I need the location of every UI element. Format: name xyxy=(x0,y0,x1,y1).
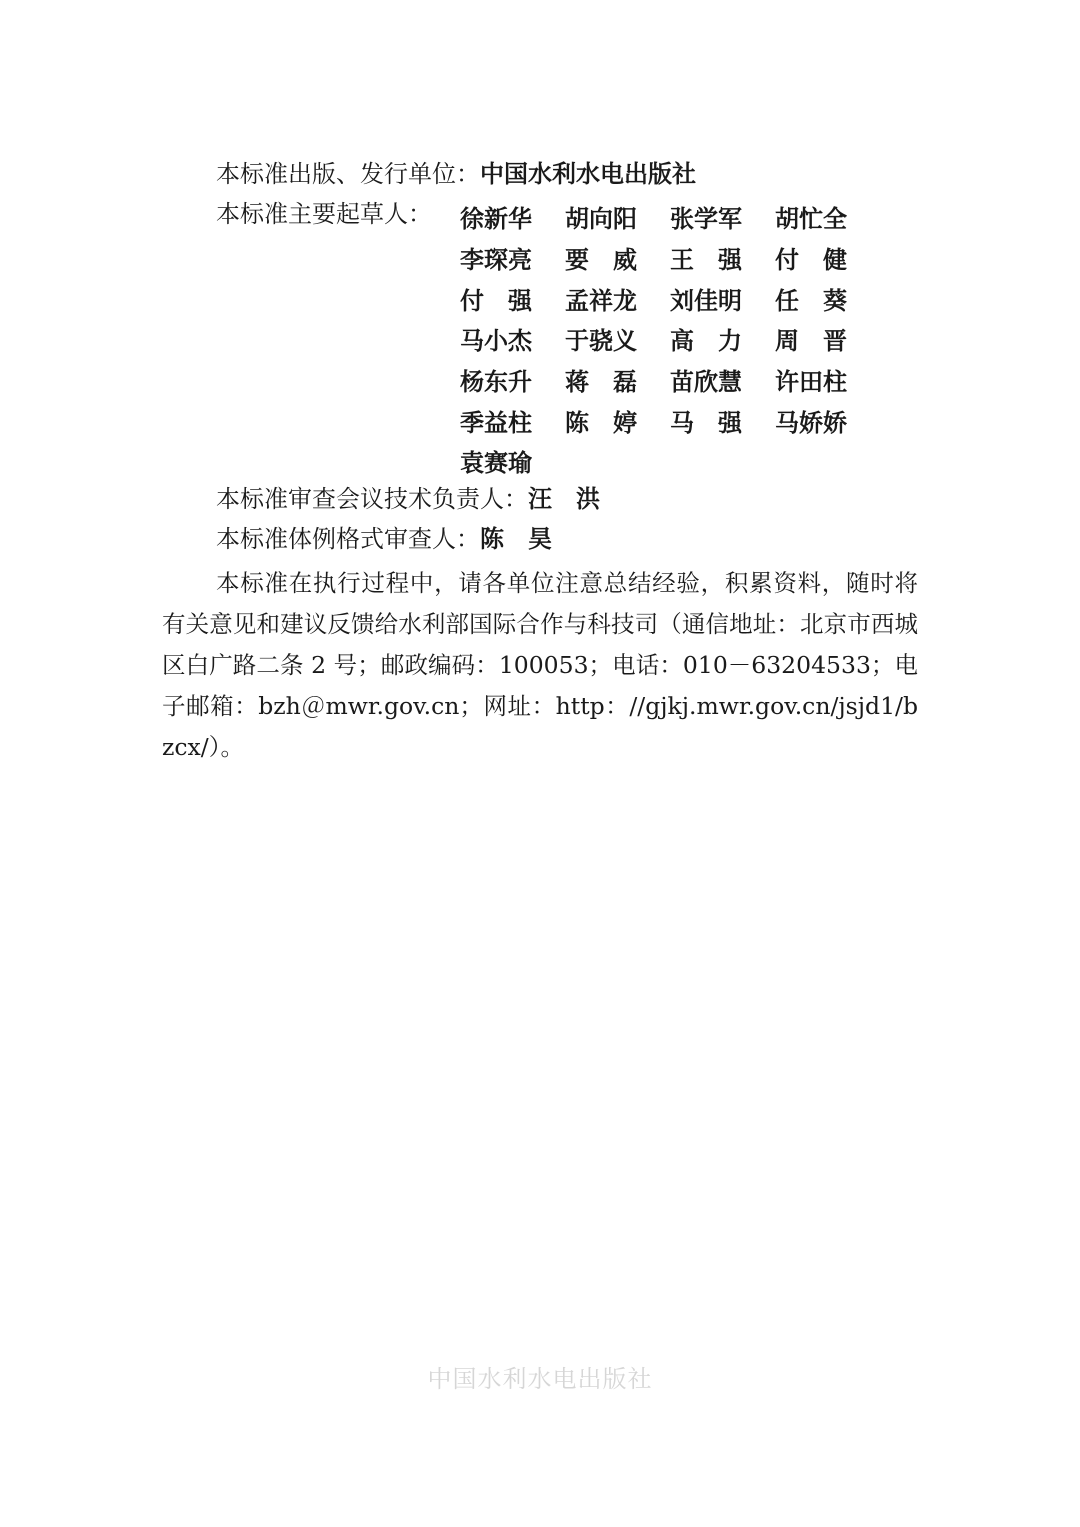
drafters-line xyxy=(216,199,432,229)
drafter-name: 周 晋 xyxy=(775,327,847,356)
drafter-name: 付 强 xyxy=(460,286,532,315)
review-meeting-value: 汪 洪 xyxy=(528,485,600,513)
format-review-label: 本标准体例格式审查人： xyxy=(216,525,480,553)
drafters-row xyxy=(460,362,880,403)
drafters-row xyxy=(460,443,880,484)
drafter-name: 许田柱 xyxy=(775,368,847,397)
drafter-name: 胡向阳 xyxy=(565,205,637,234)
drafters-label: 本标准主要起草人： xyxy=(216,200,432,228)
drafter-name: 张学军 xyxy=(670,205,742,234)
drafters-row xyxy=(460,280,880,321)
drafter-name: 季益柱 xyxy=(460,408,532,437)
drafter-name: 刘佳明 xyxy=(670,286,742,315)
publisher-label: 本标准出版、发行单位： xyxy=(216,160,480,188)
drafter-name: 徐新华 xyxy=(460,205,532,234)
drafter-name: 苗欣慧 xyxy=(670,368,742,397)
footer-watermark: 中国水利水电出版社 xyxy=(427,1365,653,1393)
drafter-name: 马娇娇 xyxy=(775,408,847,437)
notice-paragraph: 本标准在执行过程中，请各单位注意总结经验，积累资料，随时将有关意见和建议反馈给水利部国际合作与科技司（通信地址：北京市西城区白广路二条 2 号；邮政编码：100053；电话：010－63204533；电子邮箱：bzh＠mwr.gov.cn；网址：http：//gjkj.mwr.gov.cn/jsjd1/bzcx/）。 xyxy=(162,569,918,761)
drafters-row xyxy=(460,199,880,240)
drafter-name: 杨东升 xyxy=(460,368,532,397)
drafter-name: 付 健 xyxy=(775,246,847,275)
publisher-line xyxy=(216,159,696,189)
drafter-name: 于骁义 xyxy=(565,327,637,356)
drafter-name: 马小杰 xyxy=(460,327,532,356)
drafter-name: 蒋 磊 xyxy=(565,368,637,397)
drafters-row xyxy=(460,240,880,281)
drafters-list xyxy=(460,199,880,484)
format-review-value: 陈 昊 xyxy=(480,525,552,553)
drafter-name: 任 葵 xyxy=(775,286,847,315)
drafter-name: 要 威 xyxy=(565,246,637,275)
drafters-row xyxy=(460,321,880,362)
drafter-name: 袁赛瑜 xyxy=(460,449,532,478)
drafter-name: 胡忙全 xyxy=(775,205,847,234)
drafter-name: 李琛亮 xyxy=(460,246,532,275)
drafter-name: 王 强 xyxy=(670,246,742,275)
drafter-name: 陈 婷 xyxy=(565,408,637,437)
publisher-value: 中国水利水电出版社 xyxy=(480,160,696,188)
review-meeting-line xyxy=(216,484,600,514)
review-meeting-label: 本标准审查会议技术负责人： xyxy=(216,485,528,513)
drafter-name: 马 强 xyxy=(670,408,742,437)
drafter-name: 孟祥龙 xyxy=(565,286,637,315)
drafters-row xyxy=(460,402,880,443)
format-review-line xyxy=(216,524,552,554)
drafter-name: 高 力 xyxy=(670,327,742,356)
